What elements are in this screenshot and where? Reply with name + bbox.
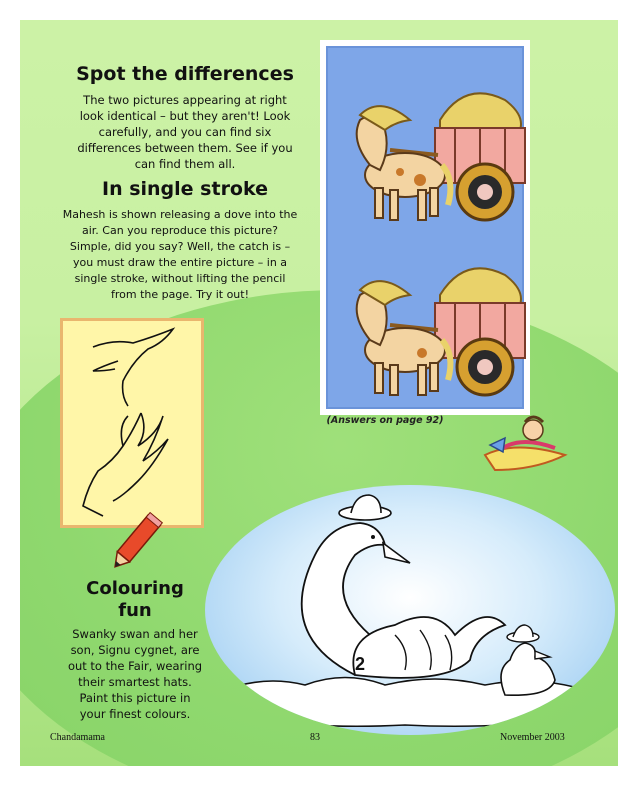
spot-line: can find them all. bbox=[134, 157, 236, 171]
swan-drawing bbox=[205, 485, 615, 735]
colouring-line: son, Signu cygnet, are bbox=[70, 643, 200, 657]
stroke-line: Simple, did you say? Well, the catch is – bbox=[69, 240, 291, 253]
page bbox=[20, 20, 618, 766]
spot-differences-picture bbox=[320, 40, 530, 415]
colouring-title-line-1: Colouring bbox=[86, 578, 184, 599]
footer-page-number: 83 bbox=[310, 732, 320, 743]
spot-line: differences between them. See if you bbox=[77, 141, 293, 155]
pencil-icon bbox=[105, 508, 165, 578]
hidden-number: 2 bbox=[355, 654, 366, 674]
colouring-line: Paint this picture in bbox=[79, 691, 191, 705]
stroke-line: Mahesh is shown releasing a dove into the bbox=[62, 208, 298, 221]
footer-left: Chandamama bbox=[50, 732, 105, 743]
stroke-line: from the page. Try it out! bbox=[110, 288, 250, 301]
colouring-line: Swanky swan and her bbox=[72, 627, 198, 641]
stroke-line: single stroke, without lifting the pencil bbox=[74, 272, 286, 285]
mascot-illustration bbox=[475, 410, 575, 480]
colouring-line: their smartest hats. bbox=[78, 675, 192, 689]
spot-line: The two pictures appearing at right bbox=[83, 93, 287, 107]
hand-dove-drawing bbox=[63, 321, 201, 525]
single-stroke-title: In single stroke bbox=[102, 178, 268, 200]
horse-cart-top bbox=[357, 93, 525, 220]
colouring-title-line-2: fun bbox=[118, 600, 152, 621]
horse-cart-bottom bbox=[357, 268, 525, 395]
spot-line: look identical – but they aren't! Look bbox=[79, 109, 291, 123]
answers-note: (Answers on page 92) bbox=[326, 415, 444, 426]
colouring-line: your finest colours. bbox=[79, 707, 191, 721]
stroke-line: air. Can you reproduce this picture? bbox=[81, 224, 279, 237]
horse-cart-illustration bbox=[320, 40, 530, 415]
footer-right: November 2003 bbox=[500, 732, 565, 743]
single-stroke-picture bbox=[60, 318, 204, 528]
stroke-line: you must draw the entire picture – in a bbox=[72, 256, 288, 269]
colouring-line: out to the Fair, wearing bbox=[67, 659, 203, 673]
spot-differences-title: Spot the differences bbox=[76, 63, 294, 85]
colouring-picture bbox=[205, 485, 615, 735]
spot-line: carefully, and you can find six bbox=[98, 125, 272, 139]
